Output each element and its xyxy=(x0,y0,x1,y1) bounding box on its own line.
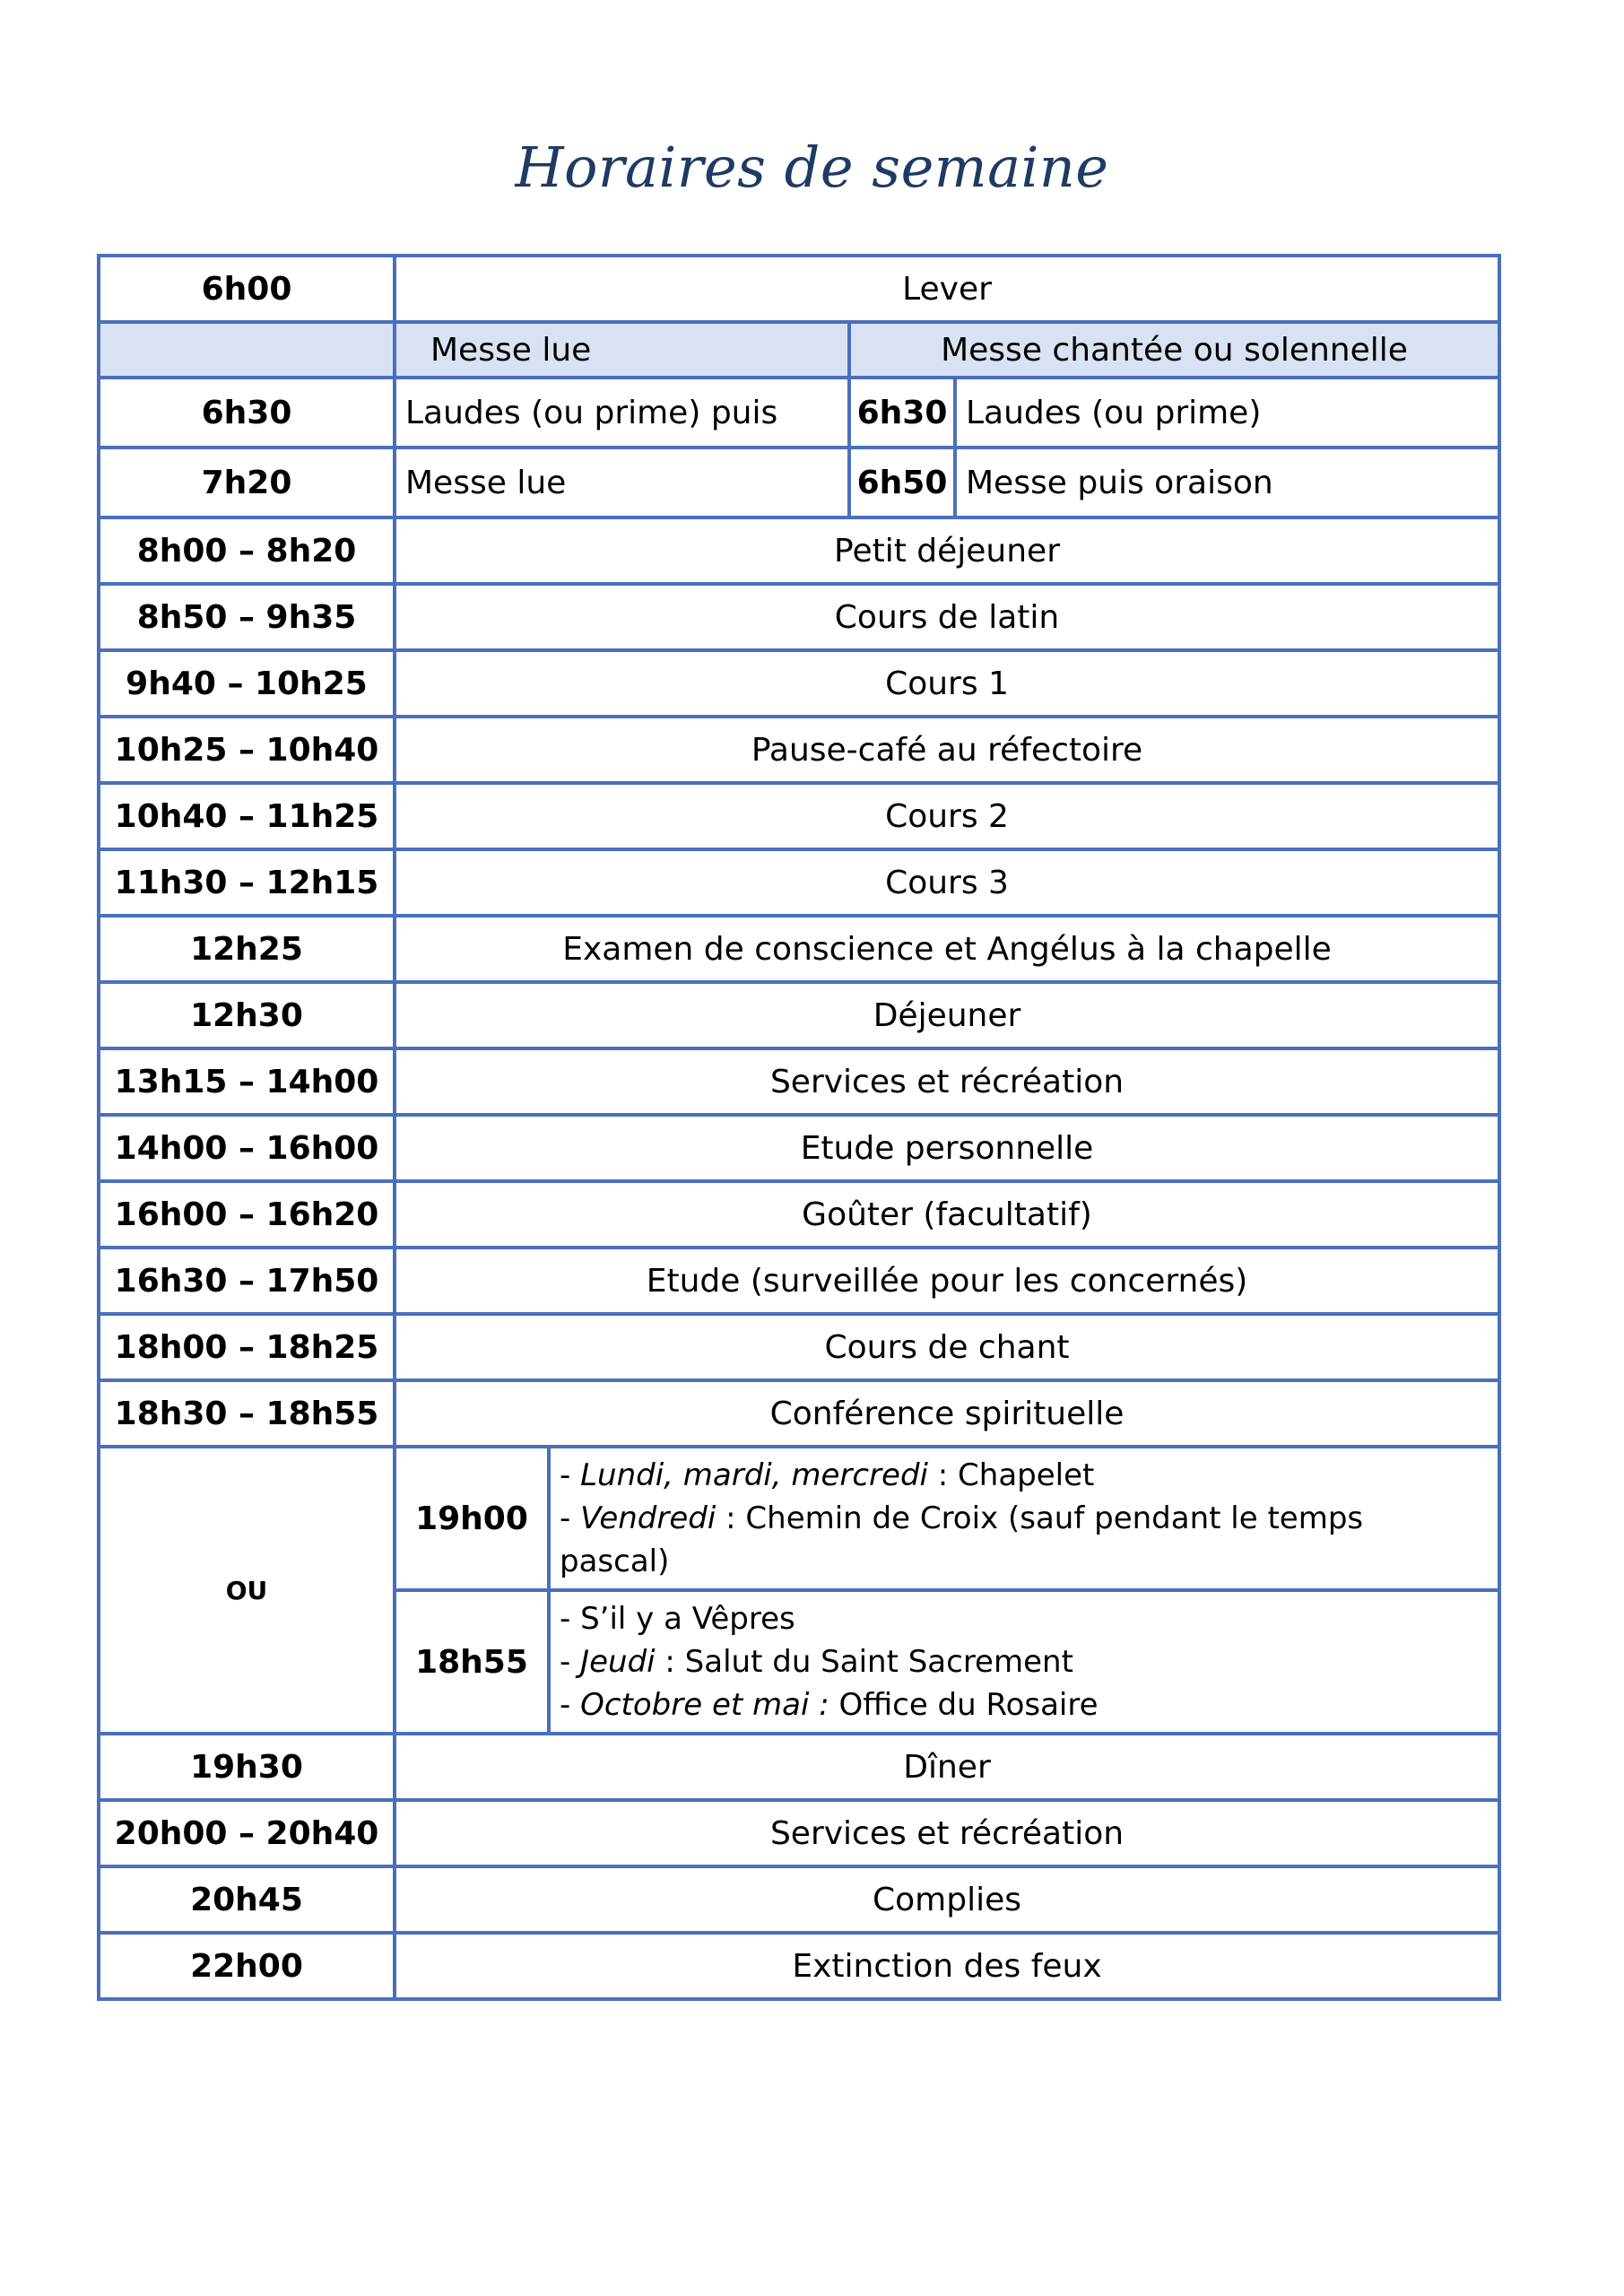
activity-cell: Messe lue xyxy=(395,448,849,517)
activity-cell: Cours 1 xyxy=(395,650,1499,717)
time-cell: 19h00 xyxy=(395,1447,549,1590)
note-line: - Jeudi : Salut du Saint Sacrement xyxy=(560,1644,1073,1680)
table-row xyxy=(99,650,1499,717)
note-line: - Octobre et mai : Office du Rosaire xyxy=(560,1687,1099,1723)
time-cell: 22h00 xyxy=(99,1933,395,1999)
note-line: pascal) xyxy=(560,1544,670,1579)
activity-cell: Cours 3 xyxy=(395,849,1499,916)
time-cell: 16h00 – 16h20 xyxy=(99,1181,395,1248)
table-row xyxy=(99,1866,1499,1933)
note-line: - Vendredi : Chemin de Croix (sauf pendant le temps xyxy=(560,1500,1364,1536)
note-cell xyxy=(549,1447,1499,1590)
table-row xyxy=(99,448,1499,517)
time-cell: 18h55 xyxy=(395,1590,549,1734)
header-messe-chantee: Messe chantée ou solennelle xyxy=(849,322,1499,378)
time-cell: 6h30 xyxy=(99,378,395,448)
time-cell: 16h30 – 17h50 xyxy=(99,1248,395,1314)
table-row xyxy=(99,1248,1499,1314)
activity-cell: Etude (surveillée pour les concernés) xyxy=(395,1248,1499,1314)
table-row xyxy=(99,1380,1499,1447)
table-row xyxy=(99,849,1499,916)
time-cell: 14h00 – 16h00 xyxy=(99,1115,395,1181)
activity-cell: Déjeuner xyxy=(395,982,1499,1048)
time-cell: 10h25 – 10h40 xyxy=(99,717,395,783)
time-cell: 9h40 – 10h25 xyxy=(99,650,395,717)
table-row xyxy=(99,1115,1499,1181)
time-cell: 10h40 – 11h25 xyxy=(99,783,395,849)
table-row xyxy=(99,256,1499,322)
time-cell: 6h00 xyxy=(99,256,395,322)
table-row xyxy=(99,916,1499,982)
activity-cell: Dîner xyxy=(395,1734,1499,1800)
mass-header-row xyxy=(99,322,1499,378)
time-cell: 20h00 – 20h40 xyxy=(99,1800,395,1866)
table-row xyxy=(99,783,1499,849)
table-row xyxy=(99,1800,1499,1866)
ou-row-a xyxy=(99,1447,1499,1590)
table-row xyxy=(99,1048,1499,1115)
time-cell: 6h50 xyxy=(849,448,955,517)
time-cell: 19h30 xyxy=(99,1734,395,1800)
activity-cell: Petit déjeuner xyxy=(395,517,1499,584)
time-cell: 8h00 – 8h20 xyxy=(99,517,395,584)
table-row xyxy=(99,1314,1499,1380)
activity-cell: Goûter (facultatif) xyxy=(395,1181,1499,1248)
activity-cell: Conférence spirituelle xyxy=(395,1380,1499,1447)
table-row xyxy=(99,1734,1499,1800)
schedule-table xyxy=(97,254,1501,2001)
time-cell: 20h45 xyxy=(99,1866,395,1933)
time-cell: 7h20 xyxy=(99,448,395,517)
time-cell: 12h30 xyxy=(99,982,395,1048)
activity-cell: Laudes (ou prime) puis xyxy=(395,378,849,448)
activity-cell: Cours de chant xyxy=(395,1314,1499,1380)
time-cell: 18h30 – 18h55 xyxy=(99,1380,395,1447)
activity-cell: Extinction des feux xyxy=(395,1933,1499,1999)
note-line: - Lundi, mardi, mercredi : Chapelet xyxy=(560,1457,1095,1493)
activity-cell: Lever xyxy=(395,256,1499,322)
activity-cell: Services et récréation xyxy=(395,1048,1499,1115)
header-messe-lue: Messe lue xyxy=(395,322,849,378)
note-cell xyxy=(549,1590,1499,1734)
activity-cell: Cours 2 xyxy=(395,783,1499,849)
time-cell: 11h30 – 12h15 xyxy=(99,849,395,916)
activity-cell: Complies xyxy=(395,1866,1499,1933)
table-row xyxy=(99,1933,1499,1999)
note-line: - S’il y a Vêpres xyxy=(560,1601,795,1637)
activity-cell: Services et récréation xyxy=(395,1800,1499,1866)
table-row xyxy=(99,584,1499,650)
activity-cell: Examen de conscience et Angélus à la chapelle xyxy=(395,916,1499,982)
table-row xyxy=(99,517,1499,584)
activity-cell: Etude personnelle xyxy=(395,1115,1499,1181)
table-row xyxy=(99,1181,1499,1248)
ou-label: OU xyxy=(99,1447,395,1734)
time-cell: 18h00 – 18h25 xyxy=(99,1314,395,1380)
page-title: Horaires de semaine xyxy=(515,135,1109,200)
table-row xyxy=(99,982,1499,1048)
empty-header-cell xyxy=(99,322,395,378)
time-cell: 13h15 – 14h00 xyxy=(99,1048,395,1115)
table-row xyxy=(99,378,1499,448)
time-cell: 12h25 xyxy=(99,916,395,982)
time-cell: 8h50 – 9h35 xyxy=(99,584,395,650)
table-row xyxy=(99,717,1499,783)
activity-cell: Laudes (ou prime) xyxy=(955,378,1499,448)
activity-cell: Pause-café au réfectoire xyxy=(395,717,1499,783)
activity-cell: Messe puis oraison xyxy=(955,448,1499,517)
time-cell: 6h30 xyxy=(849,378,955,448)
activity-cell: Cours de latin xyxy=(395,584,1499,650)
